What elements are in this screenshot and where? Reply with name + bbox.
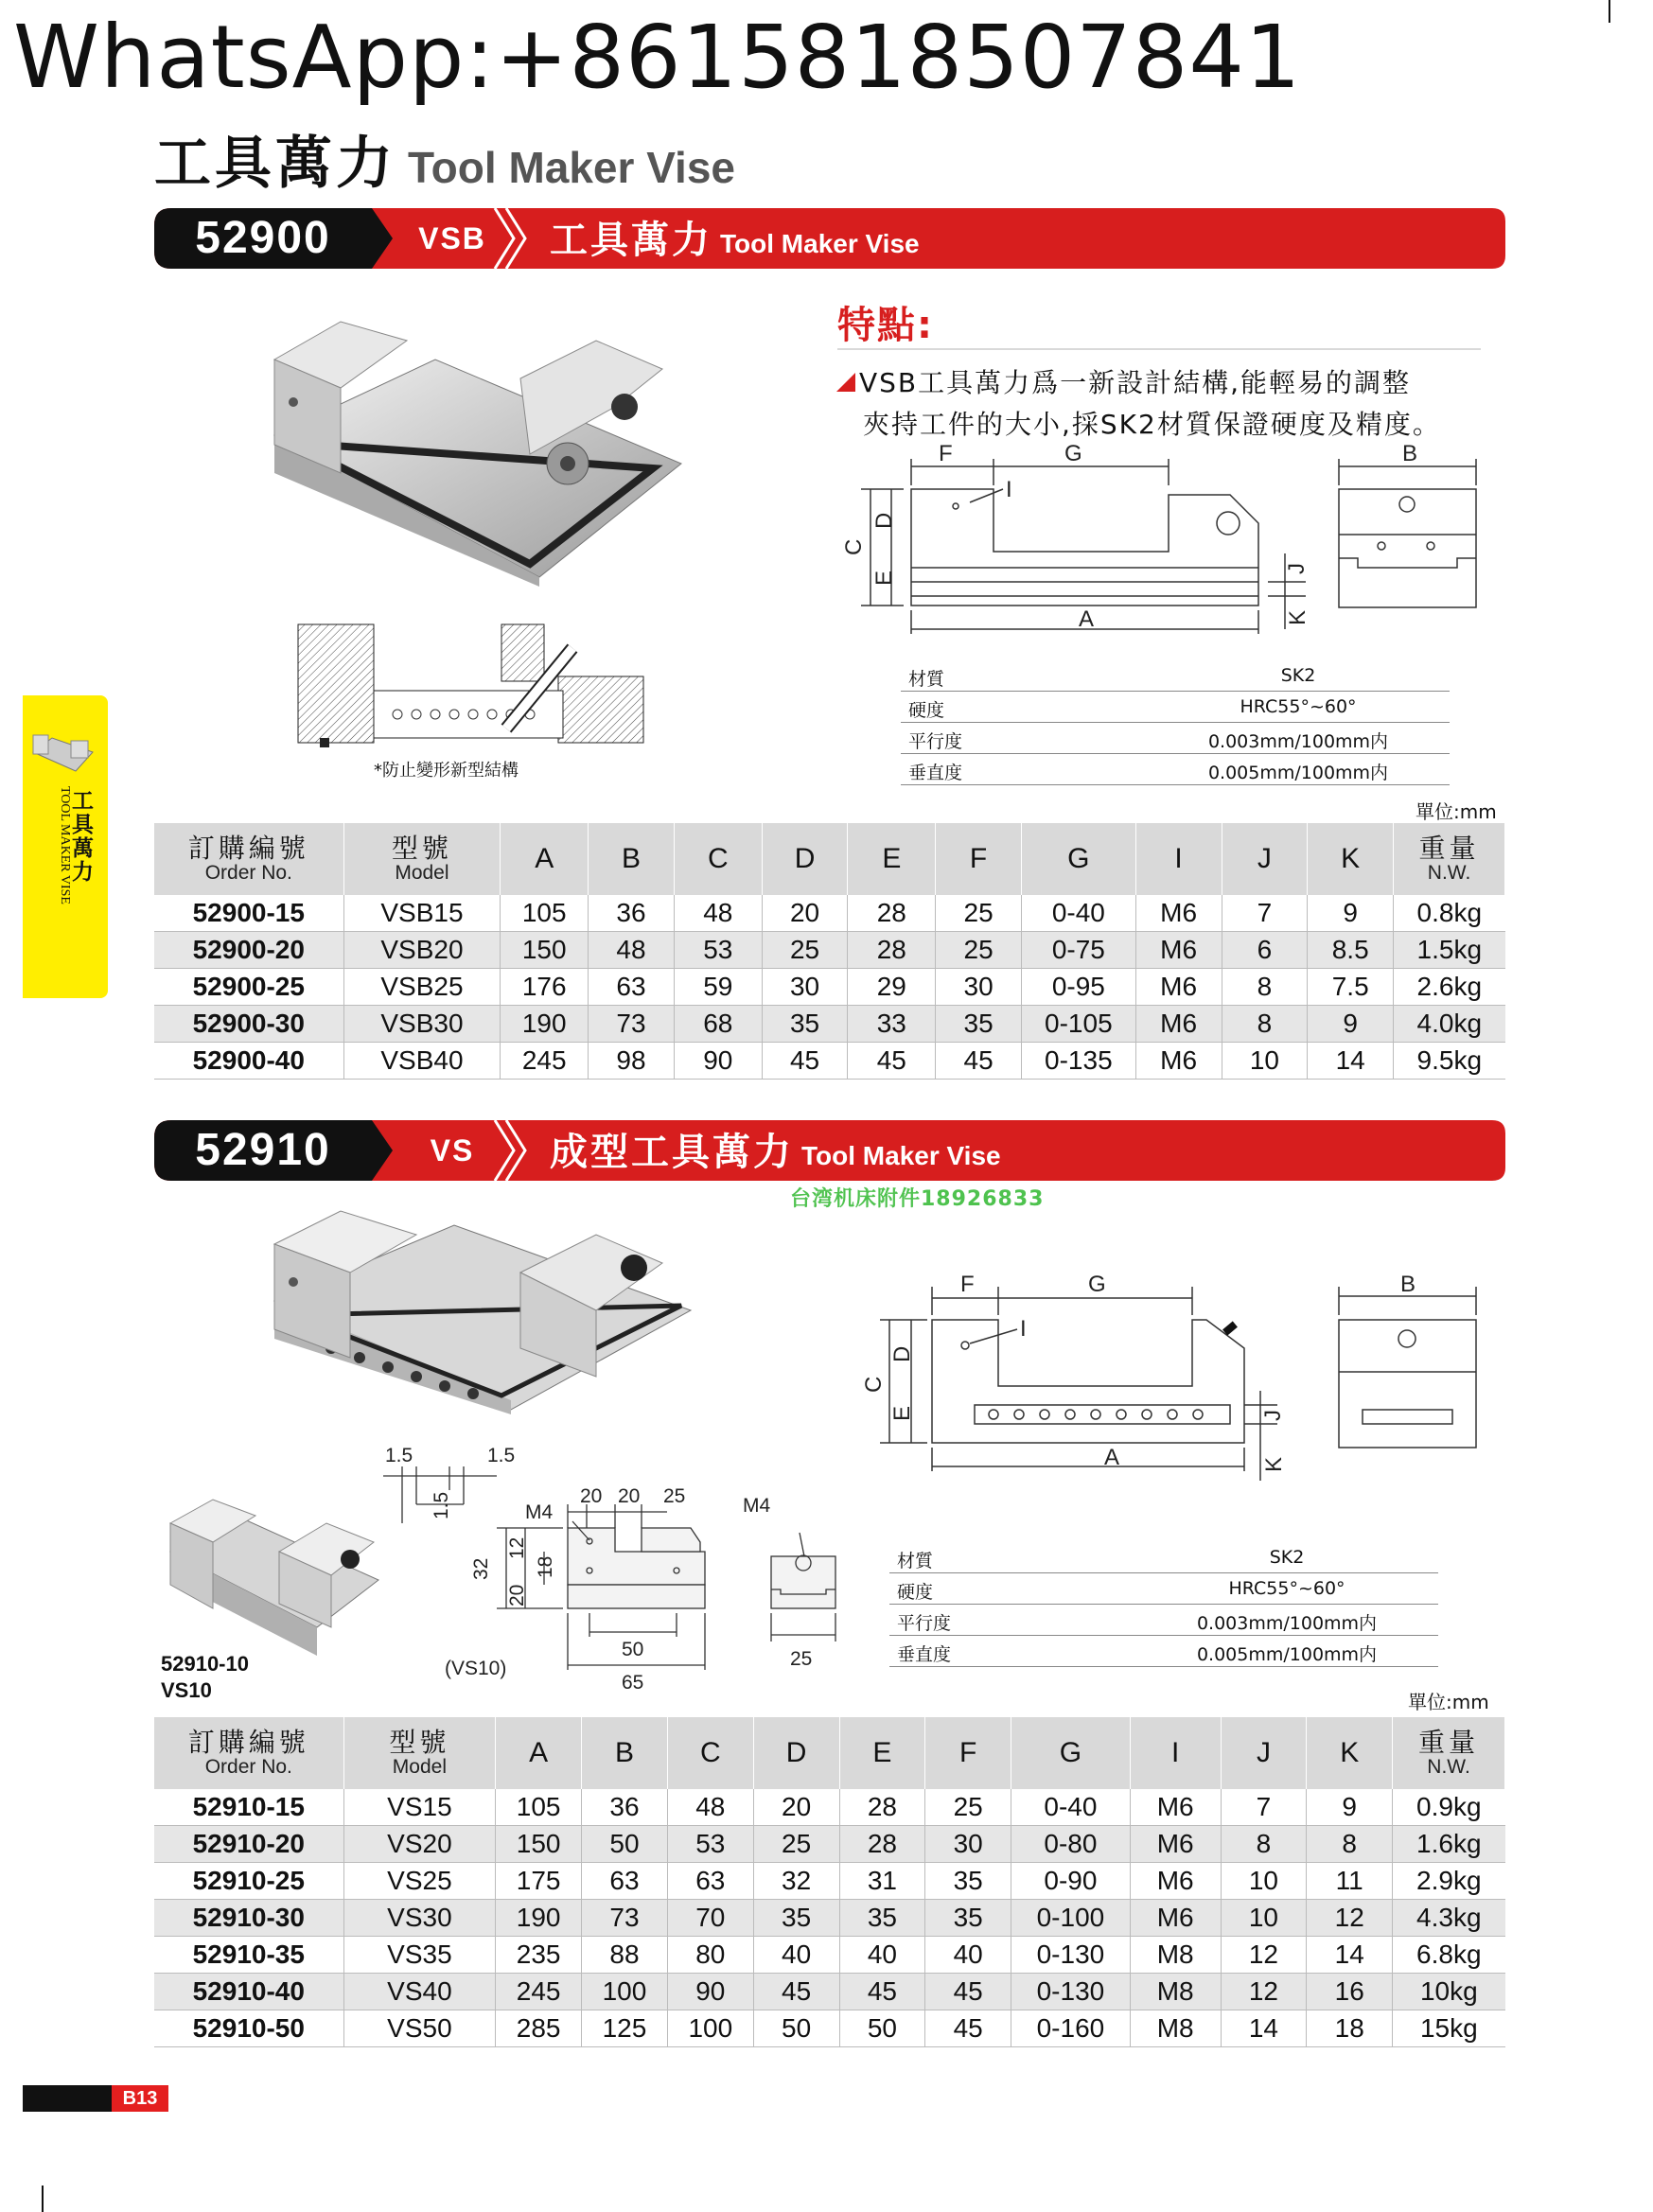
dim-25-top: 25 (663, 1485, 686, 1507)
spec-table-52900 (154, 823, 1505, 1080)
header-E: E (839, 1717, 925, 1789)
spec-row: 硬度 HRC55°~60° (901, 692, 1450, 723)
value-cell: 0-100 (1011, 1900, 1131, 1937)
table-row (154, 1043, 1505, 1080)
features-line-2: 夾持工件的大小,採SK2材質保證硬度及精度。 (863, 409, 1441, 440)
value-cell: 50 (582, 1826, 668, 1863)
value-cell: 9.5kg (1394, 1043, 1505, 1080)
model-cell: VS40 (343, 1974, 496, 2010)
value-cell: 30 (925, 1826, 1011, 1863)
spec-row: 垂直度 0.005mm/100mm内 (889, 1636, 1438, 1667)
dim-1-5-a: 1.5 (385, 1445, 413, 1466)
value-cell: 30 (762, 969, 848, 1006)
header-F: F (925, 1717, 1011, 1789)
spec-table-1 (901, 660, 1450, 785)
value-cell: 45 (839, 1974, 925, 2010)
value-cell: M6 (1135, 895, 1222, 932)
dim-label-B: B (1402, 441, 1418, 466)
value-cell: 245 (501, 1043, 589, 1080)
value-cell: 80 (667, 1937, 753, 1974)
section-title-zh: 成型工具萬力 (550, 1131, 794, 1174)
value-cell: 48 (589, 932, 675, 969)
header-I: I (1130, 1717, 1221, 1789)
page-number: B13 (112, 2085, 168, 2112)
value-cell: 150 (496, 1826, 582, 1863)
table-row (154, 895, 1505, 932)
value-cell: 8 (1222, 1006, 1308, 1043)
value-cell: 100 (582, 1974, 668, 2010)
value-cell: 28 (848, 895, 936, 932)
vs-vise-photo (265, 1197, 700, 1414)
table-row (154, 1789, 1505, 1826)
value-cell: 53 (674, 932, 762, 969)
dim-25-side: 25 (790, 1648, 813, 1670)
side-tab-zh: 工具萬力 (72, 789, 94, 885)
order-number-cell: 52910-35 (154, 1937, 343, 1974)
value-cell: 48 (667, 1789, 753, 1826)
value-cell: 0-95 (1021, 969, 1135, 1006)
value-cell: 7 (1222, 895, 1308, 932)
value-cell: 9 (1307, 1789, 1393, 1826)
value-cell: 1.5kg (1394, 932, 1505, 969)
dim-12: 12 (506, 1536, 528, 1559)
dim-20-b: 20 (618, 1485, 641, 1507)
value-cell: 245 (496, 1974, 582, 2010)
dim-label-J: J (1284, 563, 1310, 574)
header-F: F (936, 823, 1022, 895)
header-order-zh: 訂購編號 (187, 834, 309, 863)
value-cell: 40 (839, 1937, 925, 1974)
value-cell: 1.6kg (1393, 1826, 1505, 1863)
value-cell: 45 (936, 1043, 1022, 1080)
dim-label-E: E (871, 570, 897, 586)
value-cell: 35 (839, 1900, 925, 1937)
value-cell: 45 (925, 1974, 1011, 2010)
header-order-zh: 訂購編號 (187, 1728, 309, 1757)
page-title-en: Tool Maker Vise (408, 143, 735, 192)
value-cell: 25 (936, 895, 1022, 932)
header-order-en: Order No. (204, 1756, 292, 1778)
value-cell: 36 (589, 895, 675, 932)
order-number-cell: 52900-20 (154, 932, 343, 969)
header-weight-en: N.W. (1427, 862, 1471, 884)
mini-model-number: 52910-10 (161, 1652, 249, 1676)
whatsapp-contact: WhatsApp:+8615818507841 (13, 7, 1302, 108)
value-cell: 0-80 (1011, 1826, 1131, 1863)
bottom-left-rule (42, 2186, 44, 2212)
header-I: I (1135, 823, 1222, 895)
dim-m4-a: M4 (525, 1501, 554, 1523)
order-number-cell: 52900-30 (154, 1006, 343, 1043)
unit-label-2: 單位:mm (1408, 1691, 1489, 1713)
value-cell: 18 (1307, 2010, 1393, 2047)
dim-50: 50 (622, 1639, 644, 1660)
section-code: VSB (418, 221, 486, 255)
side-tab-en: TOOL MAKER VISE (58, 786, 72, 904)
vs10-photo (166, 1485, 383, 1656)
header-weight-zh: 重量 (1418, 1728, 1480, 1757)
value-cell: 190 (496, 1900, 582, 1937)
value-cell: 10kg (1393, 1974, 1505, 2010)
value-cell: 9 (1308, 895, 1394, 932)
order-number-cell: 52910-25 (154, 1863, 343, 1900)
value-cell: 28 (839, 1826, 925, 1863)
dim-label-K: K (1285, 609, 1310, 625)
features-title: 特點: (837, 304, 934, 347)
value-cell: 20 (753, 1789, 839, 1826)
value-cell: 45 (848, 1043, 936, 1080)
value-cell: M6 (1135, 969, 1222, 1006)
value-cell: 8 (1222, 969, 1308, 1006)
bullet-triangle-icon (836, 373, 855, 392)
order-number-cell: 52910-40 (154, 1974, 343, 2010)
value-cell: M6 (1130, 1863, 1221, 1900)
value-cell: M6 (1135, 932, 1222, 969)
header-model-zh: 型號 (391, 834, 452, 863)
spec-row: 硬度 HRC55°~60° (889, 1573, 1438, 1605)
table-row (154, 1974, 1505, 2010)
table-row (154, 969, 1505, 1006)
header-G: G (1011, 1717, 1131, 1789)
header-A: A (496, 1717, 582, 1789)
value-cell: 12 (1221, 1974, 1307, 2010)
vs-dimension-drawing (847, 1268, 1481, 1485)
dim-label-F: F (939, 441, 953, 466)
value-cell: 63 (589, 969, 675, 1006)
value-cell: 0-40 (1011, 1789, 1131, 1826)
value-cell: 20 (762, 895, 848, 932)
dim-18: 18 (535, 1555, 556, 1578)
value-cell: 150 (501, 932, 589, 969)
model-cell: VSB20 (343, 932, 501, 969)
value-cell: 4.0kg (1394, 1006, 1505, 1043)
spec-row: 平行度 0.003mm/100mm内 (889, 1605, 1438, 1636)
dim-label-C-2: C (861, 1376, 887, 1393)
section-title-en: Tool Maker Vise (801, 1141, 1001, 1170)
section-bar-52900 (154, 208, 1505, 269)
header-B: B (589, 823, 675, 895)
value-cell: 125 (582, 2010, 668, 2047)
value-cell: 53 (667, 1826, 753, 1863)
dim-label-I: I (1006, 477, 1012, 502)
dim-label-A: A (1079, 606, 1095, 632)
value-cell: 36 (582, 1789, 668, 1826)
value-cell: 25 (762, 932, 848, 969)
order-number-cell: 52910-30 (154, 1900, 343, 1937)
value-cell: 35 (925, 1900, 1011, 1937)
value-cell: 45 (925, 2010, 1011, 2047)
value-cell: 176 (501, 969, 589, 1006)
value-cell: 0-40 (1021, 895, 1135, 932)
value-cell: 15kg (1393, 2010, 1505, 2047)
header-J: J (1221, 1717, 1307, 1789)
value-cell: 0-90 (1011, 1863, 1131, 1900)
order-number-cell: 52910-50 (154, 2010, 343, 2047)
header-weight-zh: 重量 (1418, 834, 1480, 863)
spec-row: 材質 SK2 (901, 660, 1450, 692)
table-row (154, 1863, 1505, 1900)
mini-model-caption (161, 1651, 249, 1704)
header-model-en: Model (395, 862, 449, 884)
header-D: D (753, 1717, 839, 1789)
header-J: J (1222, 823, 1308, 895)
order-number-cell: 52900-40 (154, 1043, 343, 1080)
model-cell: VS30 (343, 1900, 496, 1937)
section-title-en: Tool Maker Vise (720, 229, 920, 258)
section-code: VS (430, 1133, 475, 1167)
dim-label-E-2: E (889, 1405, 915, 1421)
value-cell: 235 (496, 1937, 582, 1974)
cutaway-caption: *防止變形新型結構 (374, 761, 519, 781)
value-cell: 25 (925, 1789, 1011, 1826)
section-title (550, 208, 920, 269)
table-row (154, 1900, 1505, 1937)
value-cell: 31 (839, 1863, 925, 1900)
header-B: B (582, 1717, 668, 1789)
value-cell: 4.3kg (1393, 1900, 1505, 1937)
header-K: K (1308, 823, 1394, 895)
value-cell: 35 (925, 1863, 1011, 1900)
section-title (550, 1120, 1001, 1181)
value-cell: 105 (501, 895, 589, 932)
dim-label-D-2: D (889, 1345, 915, 1362)
value-cell: 12 (1307, 1900, 1393, 1937)
value-cell: 11 (1307, 1863, 1393, 1900)
model-cell: VS20 (343, 1826, 496, 1863)
value-cell: 0-160 (1011, 2010, 1131, 2047)
value-cell: M6 (1130, 1789, 1221, 1826)
value-cell: M8 (1130, 1974, 1221, 2010)
value-cell: 73 (589, 1006, 675, 1043)
value-cell: 16 (1307, 1974, 1393, 2010)
value-cell: 0-130 (1011, 1974, 1131, 2010)
table-row (154, 2010, 1505, 2047)
page-title-zh: 工具萬力 (154, 131, 396, 197)
dim-label-C: C (841, 538, 867, 555)
value-cell: 50 (839, 2010, 925, 2047)
value-cell: 8 (1221, 1826, 1307, 1863)
value-cell: 30 (936, 969, 1022, 1006)
model-cell: VSB25 (343, 969, 501, 1006)
dim-1-5-b: 1.5 (487, 1445, 516, 1466)
value-cell: M6 (1130, 1900, 1221, 1937)
watermark-text: 台湾机床附件18926833 (790, 1187, 1045, 1211)
value-cell: 0-135 (1021, 1043, 1135, 1080)
table-body-52910 (154, 1789, 1505, 2047)
section-number: 52910 (195, 1125, 331, 1175)
table-row (154, 1937, 1505, 1974)
value-cell: 45 (762, 1043, 848, 1080)
section-bar-52910 (154, 1120, 1505, 1181)
header-E: E (848, 823, 936, 895)
cutaway-diagram (293, 620, 653, 752)
header-G: G (1021, 823, 1135, 895)
vs10-dimension-drawing (374, 1438, 847, 1698)
header-order-en: Order No. (204, 862, 292, 884)
value-cell: 48 (674, 895, 762, 932)
value-cell: M8 (1130, 1937, 1221, 1974)
value-cell: 0.9kg (1393, 1789, 1505, 1826)
value-cell: 98 (589, 1043, 675, 1080)
header-C: C (667, 1717, 753, 1789)
value-cell: 14 (1307, 1937, 1393, 1974)
side-tab-vise-icon (28, 724, 95, 781)
value-cell: 0-75 (1021, 932, 1135, 969)
vsb-dimension-drawing (833, 440, 1486, 648)
value-cell: 40 (753, 1937, 839, 1974)
unit-label-1: 單位:mm (1416, 800, 1497, 823)
top-right-rule (1609, 0, 1610, 23)
value-cell: 105 (496, 1789, 582, 1826)
dim-20-side: 20 (506, 1584, 528, 1606)
features-line-1: VSB工具萬力爲一新設計結構,能輕易的調整 (859, 367, 1412, 398)
table-row (154, 1006, 1505, 1043)
value-cell: 35 (936, 1006, 1022, 1043)
header-K: K (1307, 1717, 1393, 1789)
model-cell: VSB30 (343, 1006, 501, 1043)
value-cell: 7 (1221, 1789, 1307, 1826)
value-cell: 25 (753, 1826, 839, 1863)
dim-m4-b: M4 (743, 1495, 771, 1517)
model-cell: VSB15 (343, 895, 501, 932)
features-divider (837, 348, 1481, 350)
spec-table-2 (889, 1542, 1438, 1667)
value-cell: 25 (936, 932, 1022, 969)
order-number-cell: 52900-25 (154, 969, 343, 1006)
value-cell: 29 (848, 969, 936, 1006)
value-cell: 14 (1308, 1043, 1394, 1080)
dim-20-a: 20 (580, 1485, 603, 1507)
dim-label-F-2: F (960, 1272, 975, 1297)
header-A: A (501, 823, 589, 895)
spec-table-52910 (154, 1717, 1505, 2047)
model-cell: VS25 (343, 1863, 496, 1900)
value-cell: 12 (1221, 1937, 1307, 1974)
value-cell: 45 (753, 1974, 839, 2010)
header-model-en: Model (392, 1756, 447, 1778)
value-cell: 50 (753, 2010, 839, 2047)
value-cell: 6 (1222, 932, 1308, 969)
value-cell: 9 (1308, 1006, 1394, 1043)
mini-model-name: VS10 (161, 1678, 212, 1702)
spec-row: 材質 SK2 (889, 1542, 1438, 1573)
table-row (154, 1826, 1505, 1863)
dim-32: 32 (470, 1557, 492, 1580)
value-cell: 190 (501, 1006, 589, 1043)
model-cell: VS35 (343, 1937, 496, 1974)
dim-label-J-2: J (1260, 1410, 1286, 1421)
value-cell: 28 (839, 1789, 925, 1826)
value-cell: 35 (762, 1006, 848, 1043)
value-cell: 10 (1222, 1043, 1308, 1080)
value-cell: 90 (674, 1043, 762, 1080)
section-number: 52900 (195, 213, 331, 263)
spec-row: 平行度 0.003mm/100mm内 (901, 723, 1450, 754)
dim-label-A-2: A (1104, 1445, 1120, 1470)
vs10-label: (VS10) (445, 1658, 507, 1679)
value-cell: 100 (667, 2010, 753, 2047)
value-cell: 28 (848, 932, 936, 969)
value-cell: 40 (925, 1937, 1011, 1974)
header-weight-en: N.W. (1427, 1756, 1470, 1778)
value-cell: 73 (582, 1900, 668, 1937)
order-number-cell: 52900-15 (154, 895, 343, 932)
value-cell: M6 (1135, 1006, 1222, 1043)
dim-label-K-2: K (1261, 1456, 1287, 1472)
value-cell: 0-130 (1011, 1937, 1131, 1974)
page-title (154, 118, 735, 200)
dim-label-G-2: G (1088, 1272, 1106, 1297)
value-cell: 2.9kg (1393, 1863, 1505, 1900)
value-cell: M6 (1135, 1043, 1222, 1080)
header-C: C (674, 823, 762, 895)
dim-label-D: D (871, 512, 897, 529)
value-cell: 175 (496, 1863, 582, 1900)
value-cell: 8 (1307, 1826, 1393, 1863)
table-body-52900 (154, 895, 1505, 1080)
value-cell: 285 (496, 2010, 582, 2047)
dim-label-I-2: I (1020, 1316, 1027, 1342)
spec-row: 垂直度 0.005mm/100mm内 (901, 754, 1450, 785)
value-cell: 59 (674, 969, 762, 1006)
table-row (154, 932, 1505, 969)
features-text (836, 362, 1499, 446)
model-cell: VSB40 (343, 1043, 501, 1080)
order-number-cell: 52910-15 (154, 1789, 343, 1826)
value-cell: 10 (1221, 1900, 1307, 1937)
value-cell: 14 (1221, 2010, 1307, 2047)
value-cell: 88 (582, 1937, 668, 1974)
value-cell: 63 (667, 1863, 753, 1900)
model-cell: VS15 (343, 1789, 496, 1826)
value-cell: 70 (667, 1900, 753, 1937)
value-cell: 33 (848, 1006, 936, 1043)
dim-label-B-2: B (1400, 1272, 1416, 1297)
dim-65: 65 (622, 1672, 644, 1694)
value-cell: 0-105 (1021, 1006, 1135, 1043)
value-cell: 2.6kg (1394, 969, 1505, 1006)
value-cell: 68 (674, 1006, 762, 1043)
value-cell: 6.8kg (1393, 1937, 1505, 1974)
side-tab (23, 695, 108, 998)
value-cell: M8 (1130, 2010, 1221, 2047)
dim-1-5-c: 1.5 (431, 1491, 452, 1519)
value-cell: 35 (753, 1900, 839, 1937)
header-model-zh: 型號 (389, 1728, 450, 1757)
value-cell: M6 (1130, 1826, 1221, 1863)
header-D: D (762, 823, 848, 895)
value-cell: 63 (582, 1863, 668, 1900)
value-cell: 32 (753, 1863, 839, 1900)
value-cell: 10 (1221, 1863, 1307, 1900)
dim-label-G: G (1064, 441, 1082, 466)
value-cell: 7.5 (1308, 969, 1394, 1006)
value-cell: 90 (667, 1974, 753, 2010)
model-cell: VS50 (343, 2010, 496, 2047)
vsb-vise-photo (255, 303, 691, 587)
value-cell: 8.5 (1308, 932, 1394, 969)
order-number-cell: 52910-20 (154, 1826, 343, 1863)
section-title-zh: 工具萬力 (550, 219, 712, 262)
value-cell: 0.8kg (1394, 895, 1505, 932)
